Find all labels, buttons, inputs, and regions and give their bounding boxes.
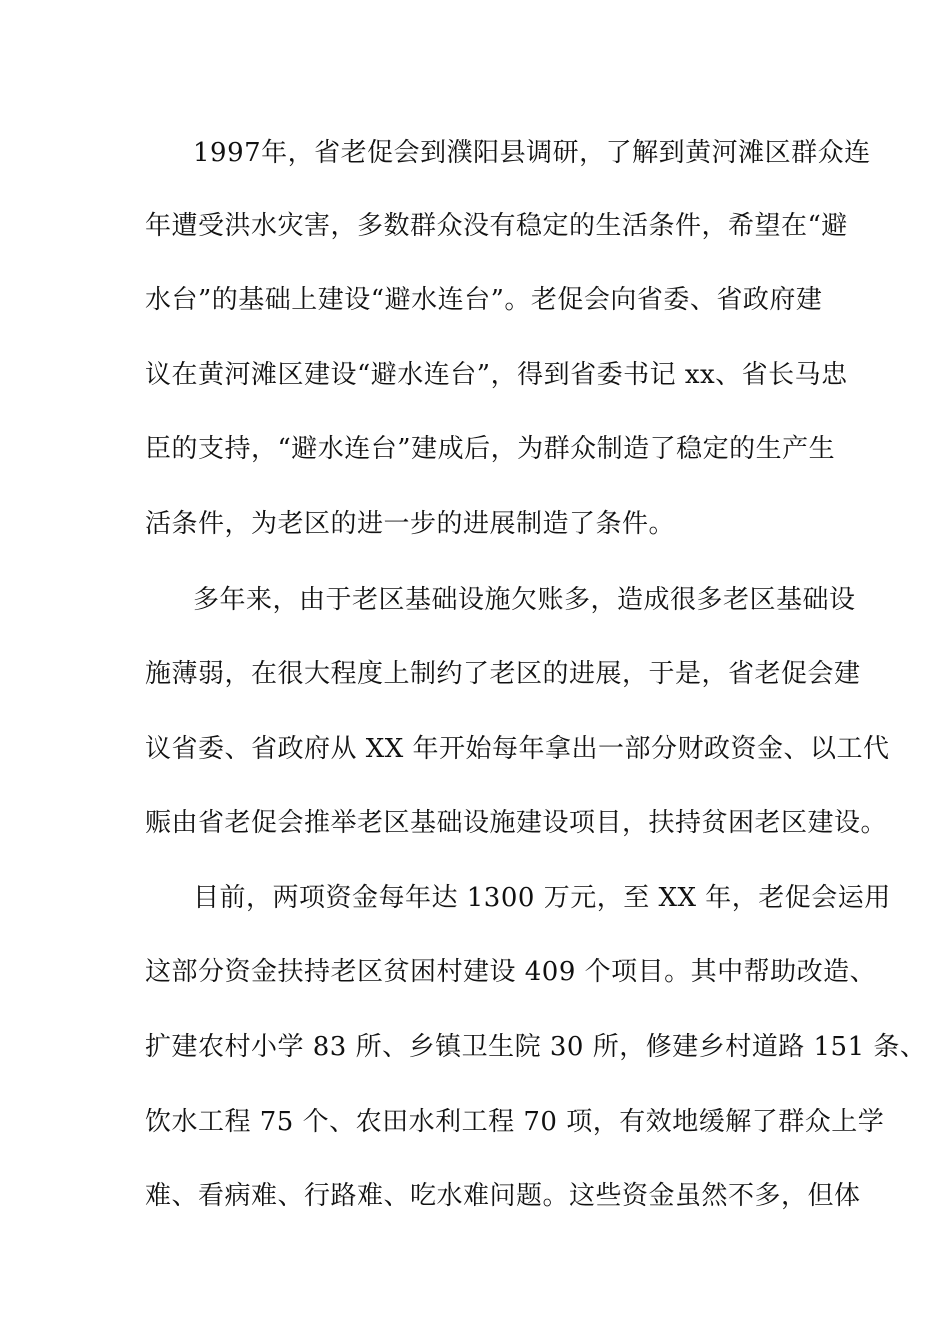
paragraph-3-line-5: 难、看病难、行路难、吃水难问题。这些资金虽然不多，但体 [145,1181,861,1211]
paragraph-2-line-4: 赈由省老促会推举老区基础设施建设项目，扶持贫困老区建设。 [145,808,888,838]
paragraph-3-line-1: 目前，两项资金每年达 1300 万元，至 XX 年，老促会运用 [193,883,891,913]
paragraph-3-line-2: 这部分资金扶持老区贫困村建设 409 个项目。其中帮助改造、 [145,957,877,987]
paragraph-2-line-2: 施薄弱，在很大程度上制约了老区的进展，于是，省老促会建 [145,659,861,689]
paragraph-1-line-1: 1997年，省老促会到濮阳县调研，了解到黄河滩区群众连 [193,138,871,168]
paragraph-1-line-3: 水台”的基础上建设“避水连台”。老促会向省委、省政府建 [145,285,823,315]
paragraph-1-line-5: 臣的支持，“避水连台”建成后，为群众制造了稳定的生产生 [145,434,836,464]
paragraph-1-line-2: 年遭受洪水灾害，多数群众没有稳定的生活条件，希望在“避 [145,211,848,241]
paragraph-1-line-4: 议在黄河滩区建设“避水连台”，得到省委书记 xx、省长马忠 [145,360,848,390]
paragraph-1-line-6: 活条件，为老区的进一步的进展制造了条件。 [145,509,676,539]
paragraph-2-line-1: 多年来，由于老区基础设施欠账多，造成很多老区基础设 [193,585,856,615]
paragraph-3-line-3: 扩建农村小学 83 所、乡镇卫生院 30 所，修建乡村道路 151 条、 [145,1032,927,1062]
paragraph-3-line-4: 饮水工程 75 个、农田水利工程 70 项，有效地缓解了群众上学 [145,1107,885,1137]
paragraph-2-line-3: 议省委、省政府从 XX 年开始每年拿出一部分财政资金、以工代 [145,734,890,764]
